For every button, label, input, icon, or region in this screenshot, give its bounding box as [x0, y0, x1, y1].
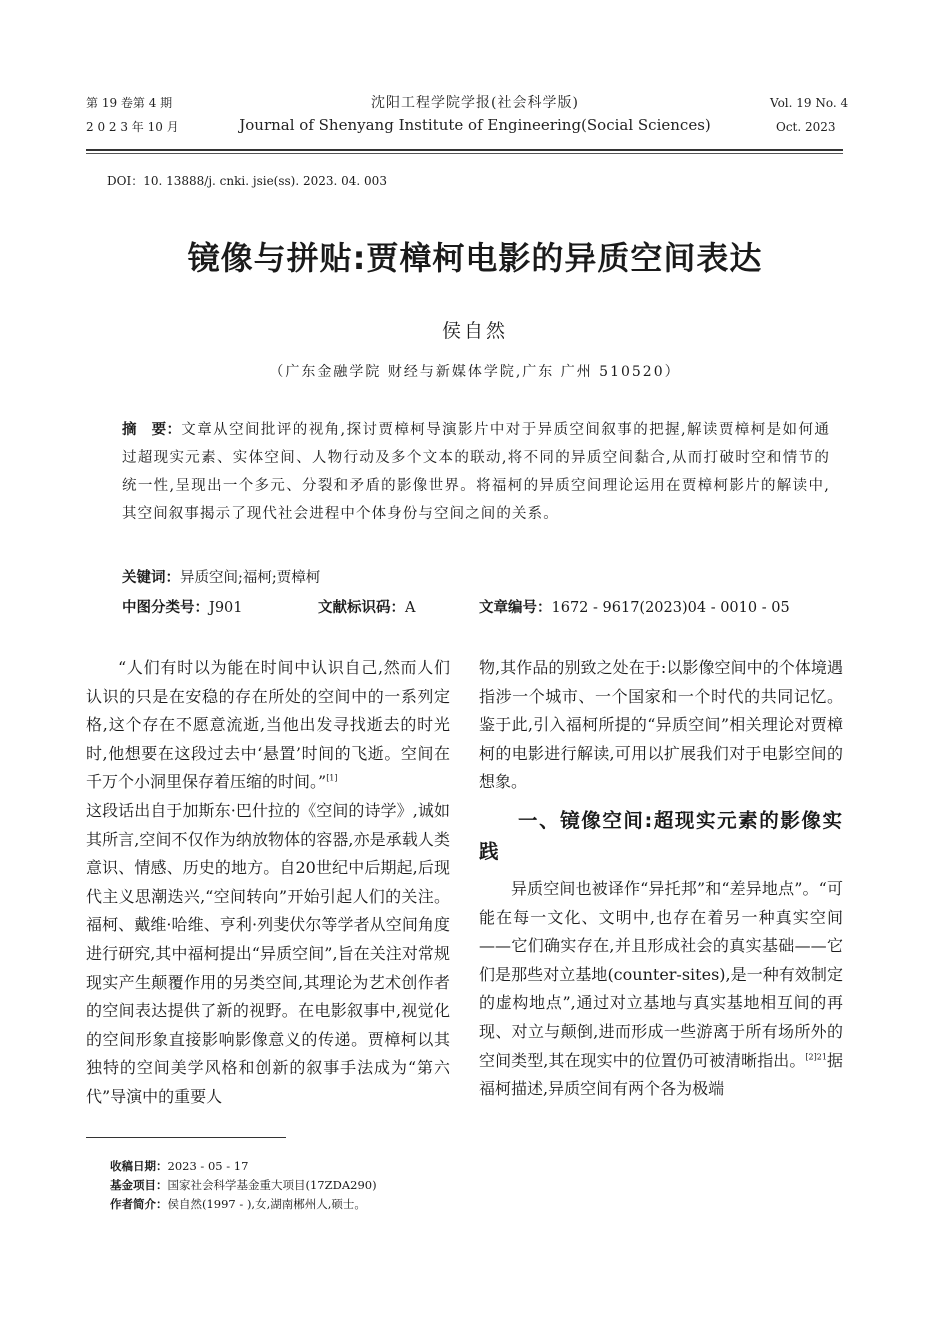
article-title: 镜像与拼贴:贾樟柯电影的异质空间表达 [187, 239, 763, 277]
art-value: 1672 - 9617(2023)04 - 0010 - 05 [551, 600, 790, 616]
doi: DOI：10. 13888/j. cnki. jsie(ss). 2023. 04. 003 [107, 174, 387, 188]
paragraph [479, 875, 843, 1104]
abstract [122, 416, 830, 528]
publication-date: 2 0 2 3 年 10 月 [86, 120, 179, 134]
paragraph-text: 异质空间也被译作“异托邦”和“差异地点”。“可能在每一文化、文明中,也存在着另一种真实空间——它们确实存在,并且形成社会的真实基础——它们是那些对立基地(counter-sites),是一种有效制定的虚构地点”,通过对立基地与真实基地相互间的再现、对立与颠倒,进而形成一些游离于所有场所外的空间类型,其在现实中的位置仍可被清晰指出。 [479, 878, 843, 1070]
journal-title-cn: 沈阳工程学院学报(社会科学版) [371, 95, 579, 111]
paragraph: 物,其作品的别致之处在于:以影像空间中的个体境遇指涉一个城市、一个国家和一个时代的共同记忆。鉴于此,引入福柯所提的“异质空间”相关理论对贾樟柯的电影进行解读,可用以扩展我们对于电影空间的想象。 [479, 658, 843, 792]
body-column-right [479, 654, 843, 1104]
doc-label: 文献标识码： [318, 600, 405, 616]
volume-issue: 第 19 卷第 4 期 [86, 96, 173, 110]
section-heading: 一、镜像空间:超现实元素的影像实践 [479, 808, 843, 863]
article-number [479, 596, 790, 617]
clc-number [122, 596, 243, 617]
publication-date-en: Oct. 2023 [776, 120, 836, 134]
bio-label: 作者简介： [110, 1197, 168, 1211]
body-column-left [86, 654, 450, 1112]
paragraph: 这段话出自于加斯东·巴什拉的《空间的诗学》,诚如其所言,空间不仅作为纳放物体的容器,亦是承载人类意识、情感、历史的地方。自20世纪中后期起,后现代主义思潮迭兴,“空间转向”开始引起人们的关注。福柯、戴维·哈维、亨利·列斐伏尔等学者从空间角度进行研究,其中福柯提出“异质空间”,旨在关注对常规现实产生颠覆作用的另类空间,其理论为艺术创作者的空间表达提供了新的视野。在电影叙事中,视觉化的空间形象直接影响影像意义的传递。贾樟柯以其独特的空间美学风格和创新的叙事手法成为“第六代”导演中的重要人 [86, 800, 450, 1106]
abstract-text: 文章从空间批评的视角,探讨贾樟柯导演影片中对于异质空间叙事的把握,解读贾樟柯是如何通过超现实元素、实体空间、人物行动及多个文本的联动,将不同的异质空间黏合,从而打破时空和情节的统一性,呈现出一个多元、分裂和矛盾的影像世界。将福柯的异质空间理论运用在贾樟柯影片的解读中,其空间叙事揭示了现代社会进程中个体身份与空间之间的关系。 [122, 422, 830, 522]
footnote-received [110, 1157, 248, 1176]
affiliation: （广东金融学院 财经与新媒体学院,广东 广州 510520） [269, 364, 681, 380]
clc-label: 中图分类号： [122, 600, 209, 616]
abstract-label: 摘 要： [122, 422, 182, 438]
received-label: 收稿日期： [110, 1159, 168, 1173]
journal-title-en: Journal of Shenyang Institute of Engineering(Social Sciences) [239, 116, 711, 134]
fund-text: 国家社会科学基金重大项目(17ZDA290) [167, 1178, 377, 1192]
header-rule-thin [86, 153, 843, 154]
bio-text: 侯自然(1997 - ),女,湖南郴州人,硕士。 [167, 1197, 366, 1211]
footnote-fund [110, 1176, 377, 1195]
author: 侯自然 [441, 320, 508, 342]
header-rule-thick [86, 149, 843, 151]
paragraph-text: 据福柯描述,异质空间有两个各为极端 [479, 1050, 843, 1099]
citation: [1] [326, 774, 338, 784]
fund-label: 基金项目： [110, 1178, 168, 1192]
citation: [2]21 [805, 1052, 827, 1062]
document-code [318, 596, 415, 617]
clc-value: J901 [209, 600, 243, 616]
keywords [122, 566, 320, 587]
volume-issue-en: Vol. 19 No. 4 [770, 96, 849, 110]
art-label: 文章编号： [479, 600, 552, 616]
footnote-rule [86, 1137, 286, 1138]
keywords-text: 异质空间;福柯;贾樟柯 [180, 570, 321, 586]
footnote-author-bio [110, 1195, 366, 1214]
keywords-label: 关键词： [122, 570, 180, 586]
paragraph-text: “人们有时以为能在时间中认识自己,然而人们认识的只是在安稳的存在所处的空间中的一系列定格,这个存在不愿意流逝,当他出发寻找逝去的时光时,他想要在这段过去中‘悬置’时间的飞逝。空间在千万个小洞里保存着压缩的时间。” [86, 658, 450, 792]
received-date: 2023 - 05 - 17 [167, 1159, 249, 1173]
paragraph [86, 654, 450, 797]
doc-value: A [405, 600, 416, 616]
